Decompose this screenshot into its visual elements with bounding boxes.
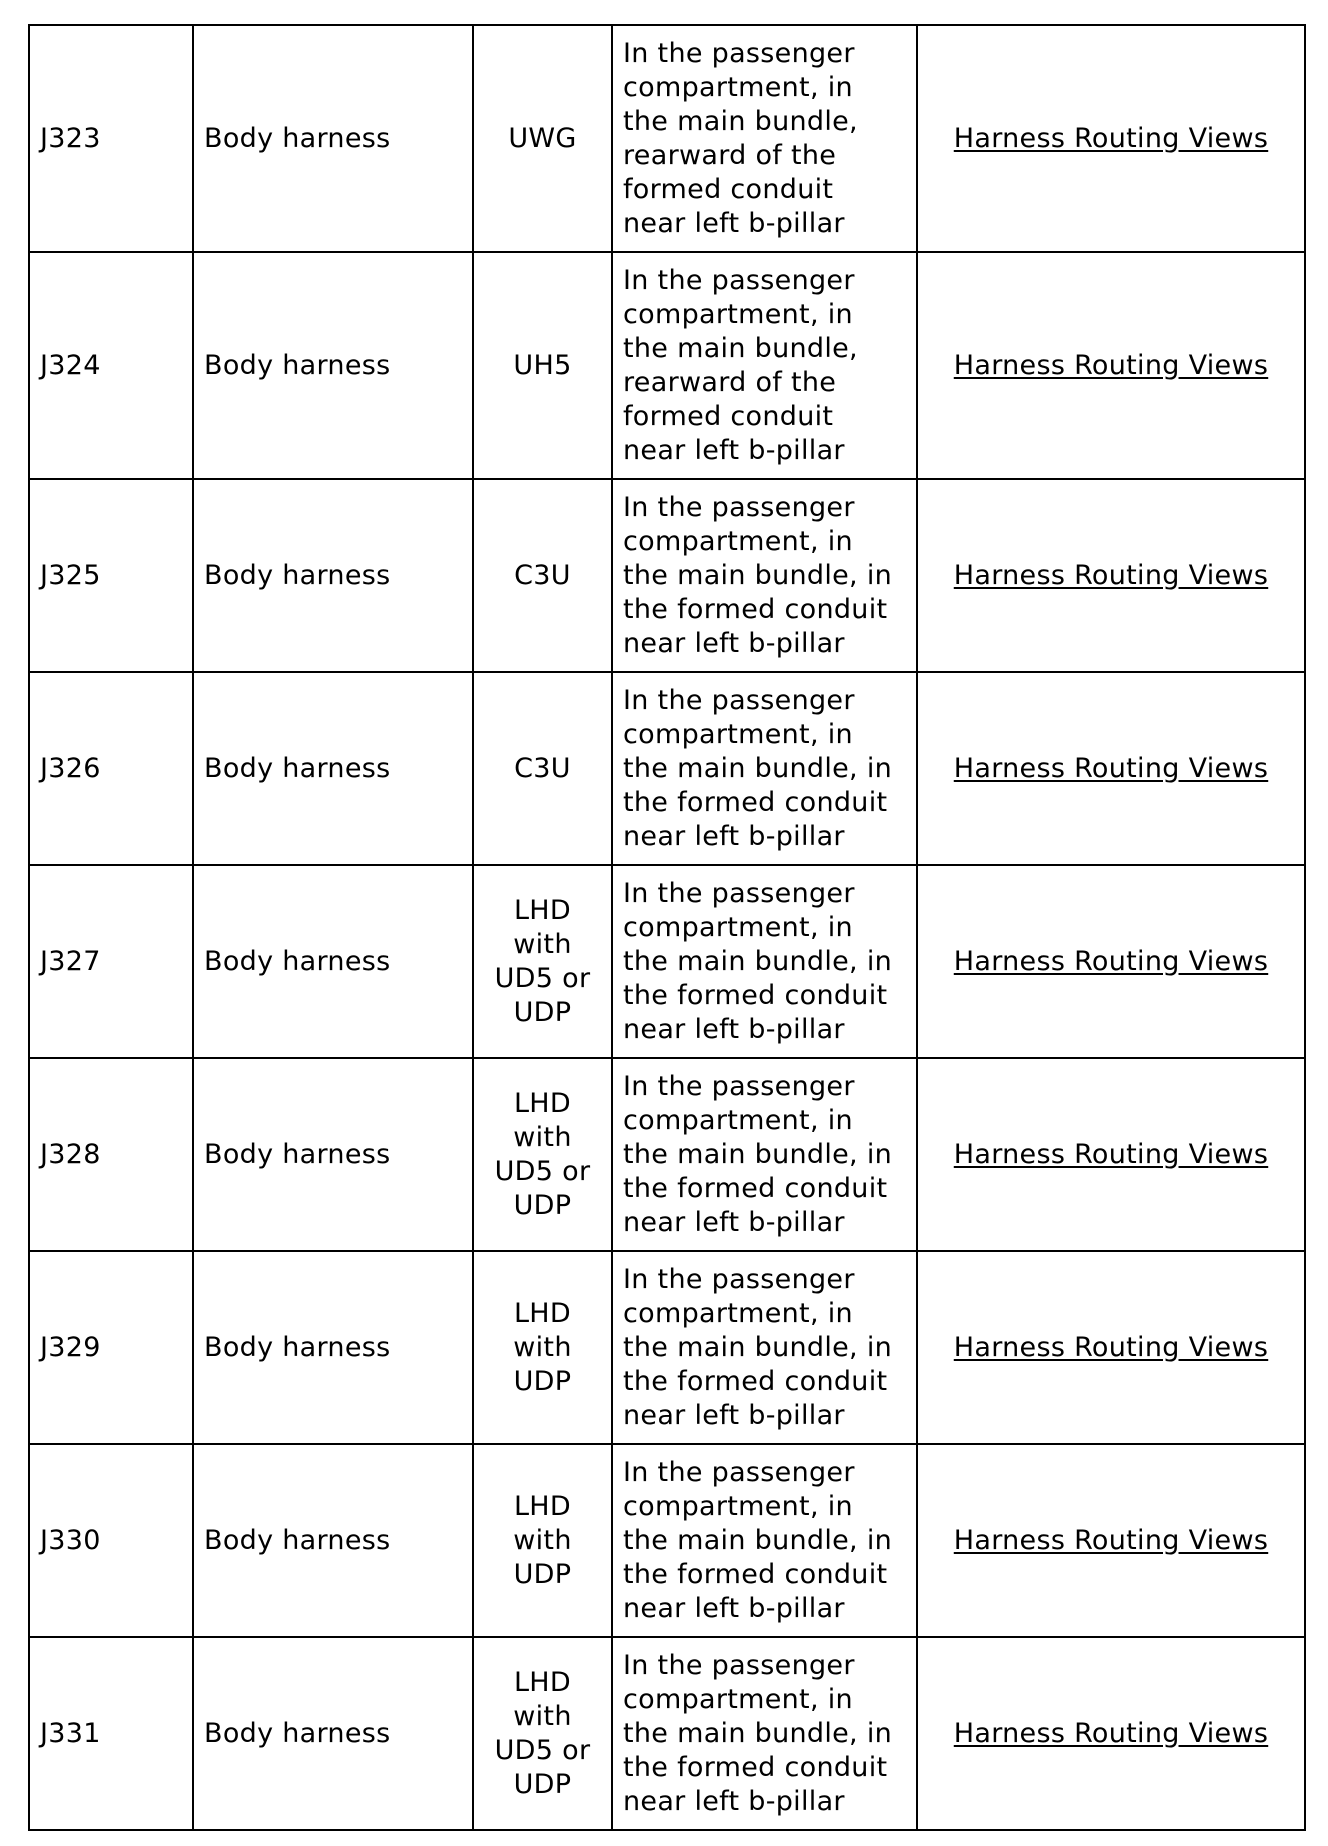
location-line: the formed conduit bbox=[623, 593, 888, 625]
harness-name: Body harness bbox=[193, 1444, 473, 1637]
link-cell bbox=[917, 865, 1305, 1058]
location-line: the main bundle, in bbox=[623, 1524, 893, 1556]
location-line: compartment, in bbox=[623, 525, 853, 557]
harness-name: Body harness bbox=[193, 479, 473, 672]
location-cell bbox=[612, 1058, 917, 1251]
location-line: In the passenger bbox=[623, 264, 855, 296]
harness-name: Body harness bbox=[193, 252, 473, 479]
location-cell bbox=[612, 672, 917, 865]
location-cell bbox=[612, 1637, 917, 1830]
connector-table bbox=[28, 24, 1306, 1831]
option-line: UDP bbox=[513, 1189, 572, 1221]
option-line: with bbox=[513, 1524, 572, 1556]
location-line: near left b-pillar bbox=[623, 1592, 845, 1624]
location-line: the formed conduit bbox=[623, 1365, 888, 1397]
location-line: rearward of the bbox=[623, 139, 837, 171]
location-line: In the passenger bbox=[623, 877, 855, 909]
location-line: In the passenger bbox=[623, 1070, 855, 1102]
option-line: with bbox=[513, 928, 572, 960]
link-cell bbox=[917, 1058, 1305, 1251]
location-line: the main bundle, in bbox=[623, 1717, 893, 1749]
location-cell bbox=[612, 865, 917, 1058]
option-line: with bbox=[513, 1331, 572, 1363]
location-line: the formed conduit bbox=[623, 1172, 888, 1204]
link-cell bbox=[917, 1444, 1305, 1637]
location-line: In the passenger bbox=[623, 37, 855, 69]
table-row bbox=[29, 1637, 1305, 1830]
table-row bbox=[29, 672, 1305, 865]
option-line: UDP bbox=[513, 996, 572, 1028]
option-cell bbox=[473, 479, 612, 672]
location-line: the main bundle, in bbox=[623, 1331, 893, 1363]
location-line: near left b-pillar bbox=[623, 1206, 845, 1238]
harness-routing-views-link[interactable]: Harness Routing Views bbox=[953, 752, 1269, 784]
location-line: In the passenger bbox=[623, 1263, 855, 1295]
location-line: near left b-pillar bbox=[623, 627, 845, 659]
location-line: compartment, in bbox=[623, 1297, 853, 1329]
harness-routing-views-link[interactable]: Harness Routing Views bbox=[953, 1331, 1269, 1363]
connector-id: J325 bbox=[29, 479, 193, 672]
location-line: rearward of the bbox=[623, 366, 837, 398]
link-cell bbox=[917, 479, 1305, 672]
harness-name: Body harness bbox=[193, 672, 473, 865]
link-cell bbox=[917, 25, 1305, 252]
connector-id: J329 bbox=[29, 1251, 193, 1444]
location-line: In the passenger bbox=[623, 1649, 855, 1681]
harness-name: Body harness bbox=[193, 865, 473, 1058]
location-line: the formed conduit bbox=[623, 1558, 888, 1590]
option-line: UD5 or bbox=[494, 1734, 591, 1766]
location-line: compartment, in bbox=[623, 298, 853, 330]
option-line: LHD bbox=[513, 1490, 572, 1522]
table-row bbox=[29, 252, 1305, 479]
option-line: LHD bbox=[513, 894, 572, 926]
location-line: compartment, in bbox=[623, 71, 853, 103]
connector-id: J331 bbox=[29, 1637, 193, 1830]
option-cell bbox=[473, 25, 612, 252]
connector-table-body bbox=[29, 25, 1305, 1830]
table-row bbox=[29, 1058, 1305, 1251]
table-row bbox=[29, 479, 1305, 672]
option-line: LHD bbox=[513, 1087, 572, 1119]
option-line: LHD bbox=[513, 1297, 572, 1329]
option-cell bbox=[473, 1058, 612, 1251]
harness-routing-views-link[interactable]: Harness Routing Views bbox=[953, 1717, 1269, 1749]
location-line: the main bundle, bbox=[623, 332, 858, 364]
location-line: near left b-pillar bbox=[623, 1013, 845, 1045]
harness-routing-views-link[interactable]: Harness Routing Views bbox=[953, 1524, 1269, 1556]
link-cell bbox=[917, 1251, 1305, 1444]
option-line: UDP bbox=[513, 1558, 572, 1590]
table-row bbox=[29, 865, 1305, 1058]
option-line: UH5 bbox=[513, 349, 572, 381]
link-cell bbox=[917, 252, 1305, 479]
location-line: In the passenger bbox=[623, 684, 855, 716]
location-line: near left b-pillar bbox=[623, 1399, 845, 1431]
connector-id: J323 bbox=[29, 25, 193, 252]
option-line: with bbox=[513, 1700, 572, 1732]
harness-name: Body harness bbox=[193, 1637, 473, 1830]
location-line: formed conduit bbox=[623, 173, 834, 205]
location-line: the main bundle, in bbox=[623, 945, 893, 977]
location-line: compartment, in bbox=[623, 1490, 853, 1522]
connector-id: J327 bbox=[29, 865, 193, 1058]
harness-routing-views-link[interactable]: Harness Routing Views bbox=[953, 945, 1269, 977]
link-cell bbox=[917, 1637, 1305, 1830]
option-line: UD5 or bbox=[494, 962, 591, 994]
location-line: formed conduit bbox=[623, 400, 834, 432]
option-line: UDP bbox=[513, 1365, 572, 1397]
option-line: LHD bbox=[513, 1666, 572, 1698]
option-line: C3U bbox=[514, 559, 571, 591]
option-cell bbox=[473, 1251, 612, 1444]
table-row bbox=[29, 25, 1305, 252]
location-line: near left b-pillar bbox=[623, 1785, 845, 1817]
harness-name: Body harness bbox=[193, 1058, 473, 1251]
connector-id: J330 bbox=[29, 1444, 193, 1637]
harness-routing-views-link[interactable]: Harness Routing Views bbox=[953, 349, 1269, 381]
location-line: compartment, in bbox=[623, 1683, 853, 1715]
location-line: near left b-pillar bbox=[623, 434, 845, 466]
harness-name: Body harness bbox=[193, 25, 473, 252]
location-cell bbox=[612, 479, 917, 672]
location-line: In the passenger bbox=[623, 491, 855, 523]
location-line: near left b-pillar bbox=[623, 207, 845, 239]
location-cell bbox=[612, 1251, 917, 1444]
table-row bbox=[29, 1444, 1305, 1637]
location-line: the main bundle, in bbox=[623, 559, 893, 591]
option-line: with bbox=[513, 1121, 572, 1153]
option-cell bbox=[473, 1637, 612, 1830]
option-cell bbox=[473, 1444, 612, 1637]
location-line: compartment, in bbox=[623, 1104, 853, 1136]
link-cell bbox=[917, 672, 1305, 865]
harness-routing-views-link[interactable]: Harness Routing Views bbox=[953, 1138, 1269, 1170]
table-row bbox=[29, 1251, 1305, 1444]
location-line: the formed conduit bbox=[623, 786, 888, 818]
location-line: the formed conduit bbox=[623, 979, 888, 1011]
location-cell bbox=[612, 252, 917, 479]
option-cell bbox=[473, 865, 612, 1058]
option-line: UDP bbox=[513, 1768, 572, 1800]
location-cell bbox=[612, 1444, 917, 1637]
location-line: the formed conduit bbox=[623, 1751, 888, 1783]
option-line: UD5 or bbox=[494, 1155, 591, 1187]
location-line: the main bundle, in bbox=[623, 1138, 893, 1170]
connector-id: J328 bbox=[29, 1058, 193, 1251]
location-line: near left b-pillar bbox=[623, 820, 845, 852]
location-line: In the passenger bbox=[623, 1456, 855, 1488]
connector-id: J326 bbox=[29, 672, 193, 865]
option-line: UWG bbox=[508, 122, 577, 154]
location-line: compartment, in bbox=[623, 718, 853, 750]
harness-routing-views-link[interactable]: Harness Routing Views bbox=[953, 122, 1269, 154]
location-line: the main bundle, bbox=[623, 105, 858, 137]
harness-routing-views-link[interactable]: Harness Routing Views bbox=[953, 559, 1269, 591]
location-cell bbox=[612, 25, 917, 252]
location-line: the main bundle, in bbox=[623, 752, 893, 784]
option-cell bbox=[473, 672, 612, 865]
harness-name: Body harness bbox=[193, 1251, 473, 1444]
connector-id: J324 bbox=[29, 252, 193, 479]
location-line: compartment, in bbox=[623, 911, 853, 943]
option-cell bbox=[473, 252, 612, 479]
option-line: C3U bbox=[514, 752, 571, 784]
